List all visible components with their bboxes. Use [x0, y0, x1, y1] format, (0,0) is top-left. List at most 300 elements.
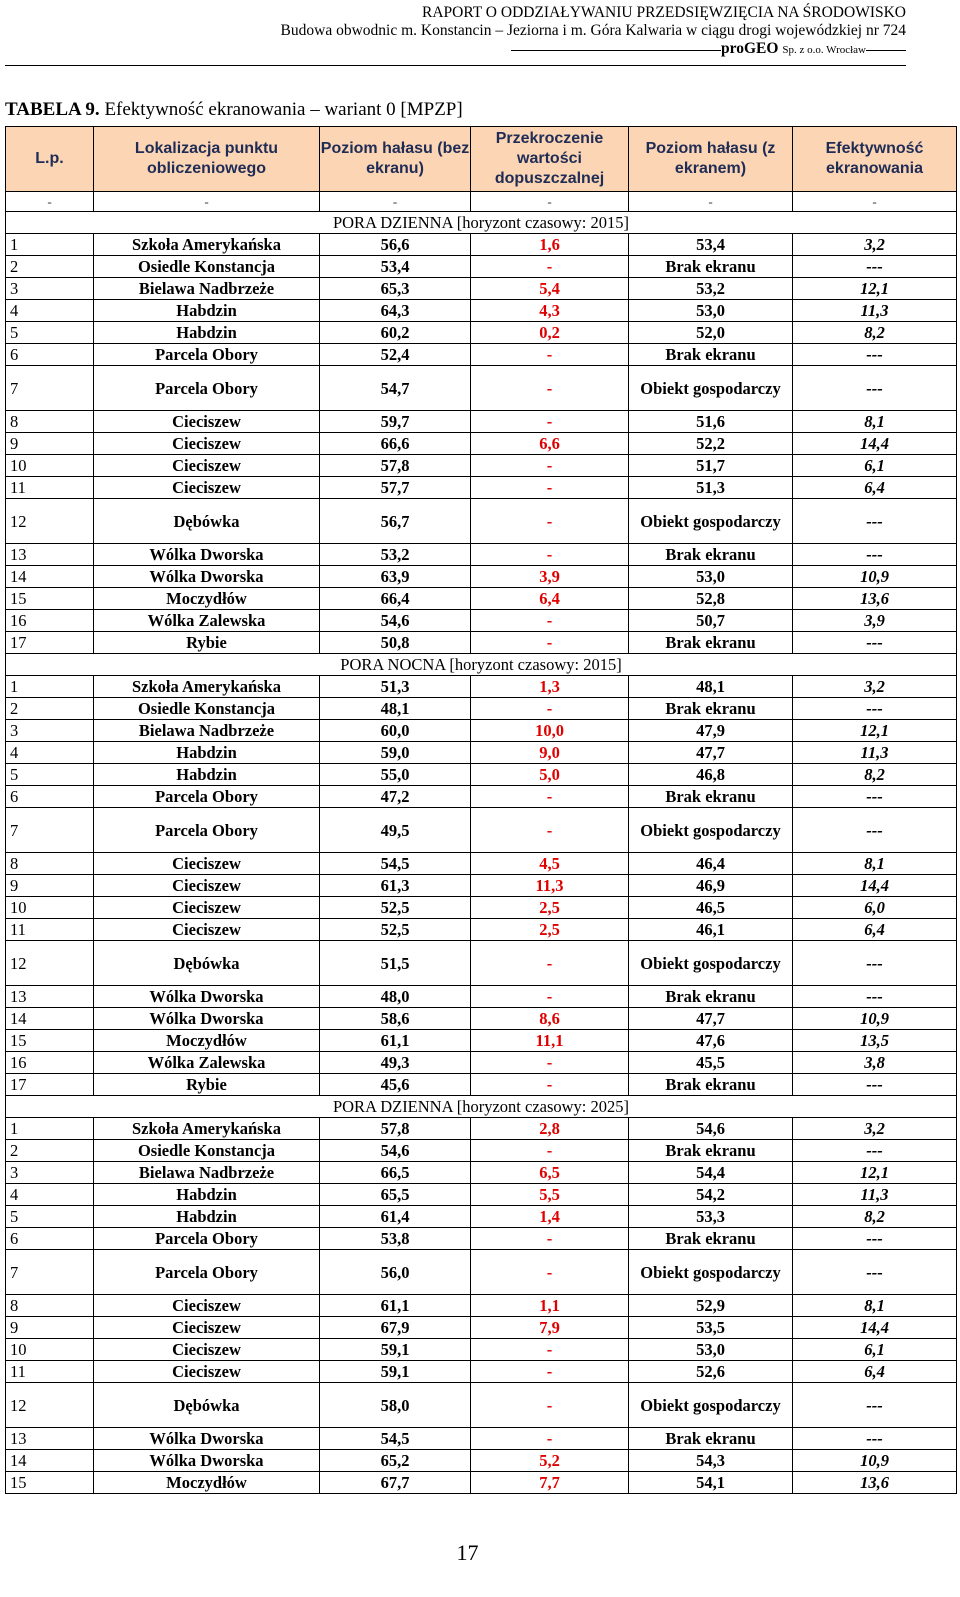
row-exceedance: -: [471, 941, 629, 986]
table-row: [6, 1228, 957, 1250]
row-exceedance: -: [471, 610, 629, 632]
row-noise-with-screen: 54,4: [629, 1162, 793, 1184]
row-noise-without-screen: 49,5: [320, 808, 471, 853]
header-divider: [5, 65, 906, 66]
row-efficiency: ---: [793, 808, 957, 853]
row-noise-with-screen: 52,0: [629, 322, 793, 344]
row-noise-with-screen: 46,8: [629, 764, 793, 786]
row-noise-with-screen: 53,0: [629, 566, 793, 588]
row-efficiency: 3,9: [793, 610, 957, 632]
row-noise-without-screen: 65,2: [320, 1450, 471, 1472]
row-location: Cieciszew: [94, 1295, 320, 1317]
table-row: [6, 941, 957, 986]
row-location: Wólka Dworska: [94, 566, 320, 588]
row-noise-without-screen: 61,1: [320, 1295, 471, 1317]
row-lp: 1: [6, 1118, 94, 1140]
row-exceedance: 5,2: [471, 1450, 629, 1472]
row-noise-without-screen: 66,5: [320, 1162, 471, 1184]
row-efficiency: ---: [793, 1250, 957, 1295]
row-lp: 3: [6, 278, 94, 300]
row-noise-with-screen: 51,3: [629, 477, 793, 499]
table-row: [6, 1450, 957, 1472]
col-lp: L.p.: [6, 127, 94, 192]
row-noise-without-screen: 61,1: [320, 1030, 471, 1052]
row-exceedance: -: [471, 1074, 629, 1096]
row-location: Cieciszew: [94, 853, 320, 875]
row-location: Wólka Dworska: [94, 1008, 320, 1030]
row-lp: 16: [6, 610, 94, 632]
col-noise-with-screen: Poziom hałasu (z ekranem): [629, 127, 793, 192]
row-noise-without-screen: 52,5: [320, 919, 471, 941]
row-location: Wólka Dworska: [94, 1428, 320, 1450]
row-noise-with-screen: Brak ekranu: [629, 256, 793, 278]
row-exceedance: 1,3: [471, 676, 629, 698]
table-row: [6, 477, 957, 499]
row-efficiency: 8,2: [793, 322, 957, 344]
row-location: Wólka Dworska: [94, 986, 320, 1008]
section-row: [6, 1096, 957, 1118]
row-efficiency: 12,1: [793, 1162, 957, 1184]
row-noise-with-screen: Brak ekranu: [629, 698, 793, 720]
row-exceedance: 2,8: [471, 1118, 629, 1140]
row-noise-without-screen: 47,2: [320, 786, 471, 808]
row-efficiency: ---: [793, 499, 957, 544]
row-noise-without-screen: 53,4: [320, 256, 471, 278]
efficiency-table: [5, 126, 957, 1494]
row-noise-with-screen: 46,4: [629, 853, 793, 875]
row-lp: 1: [6, 234, 94, 256]
table-row: [6, 1361, 957, 1383]
row-location: Wólka Zalewska: [94, 610, 320, 632]
document-header: [281, 4, 906, 59]
row-noise-with-screen: 53,0: [629, 300, 793, 322]
row-efficiency: ---: [793, 941, 957, 986]
row-efficiency: 6,4: [793, 1361, 957, 1383]
row-noise-without-screen: 52,4: [320, 344, 471, 366]
table-row: [6, 234, 957, 256]
table-row: [6, 1140, 957, 1162]
section-title: PORA DZIENNA [horyzont czasowy: 2015]: [6, 212, 957, 234]
table-row: [6, 411, 957, 433]
row-efficiency: 11,3: [793, 1184, 957, 1206]
table-body: [6, 192, 957, 1494]
row-lp: 8: [6, 1295, 94, 1317]
table-row: [6, 1295, 957, 1317]
row-lp: 3: [6, 720, 94, 742]
row-noise-without-screen: 67,7: [320, 1472, 471, 1494]
col-location: Lokalizacja punktu obliczeniowego: [94, 127, 320, 192]
row-location: Osiedle Konstancja: [94, 1140, 320, 1162]
row-efficiency: 14,4: [793, 433, 957, 455]
row-efficiency: 13,5: [793, 1030, 957, 1052]
row-lp: 11: [6, 919, 94, 941]
row-lp: 8: [6, 853, 94, 875]
row-lp: 13: [6, 986, 94, 1008]
dash-cell: -: [471, 192, 629, 212]
row-noise-with-screen: 54,2: [629, 1184, 793, 1206]
row-lp: 12: [6, 1383, 94, 1428]
row-lp: 2: [6, 698, 94, 720]
table-row: [6, 1184, 957, 1206]
row-efficiency: 8,2: [793, 1206, 957, 1228]
row-noise-without-screen: 66,6: [320, 433, 471, 455]
table-row: [6, 764, 957, 786]
row-noise-without-screen: 61,4: [320, 1206, 471, 1228]
row-noise-with-screen: 47,7: [629, 1008, 793, 1030]
row-location: Habdzin: [94, 322, 320, 344]
row-exceedance: -: [471, 499, 629, 544]
row-efficiency: ---: [793, 544, 957, 566]
row-noise-with-screen: 52,6: [629, 1361, 793, 1383]
row-location: Bielawa Nadbrzeże: [94, 720, 320, 742]
row-exceedance: 6,4: [471, 588, 629, 610]
row-location: Cieciszew: [94, 411, 320, 433]
row-efficiency: 14,4: [793, 875, 957, 897]
row-exceedance: 4,3: [471, 300, 629, 322]
table-row: [6, 1206, 957, 1228]
row-exceedance: -: [471, 808, 629, 853]
row-noise-without-screen: 50,8: [320, 632, 471, 654]
row-location: Moczydłów: [94, 1472, 320, 1494]
row-noise-with-screen: 52,9: [629, 1295, 793, 1317]
row-efficiency: 6,1: [793, 1339, 957, 1361]
row-noise-without-screen: 59,0: [320, 742, 471, 764]
row-noise-without-screen: 60,0: [320, 720, 471, 742]
row-lp: 4: [6, 742, 94, 764]
row-lp: 1: [6, 676, 94, 698]
row-location: Szkoła Amerykańska: [94, 676, 320, 698]
row-exceedance: -: [471, 1250, 629, 1295]
table-row: [6, 1383, 957, 1428]
table-row: [6, 544, 957, 566]
col-noise-without-screen: Poziom hałasu (bez ekranu): [320, 127, 471, 192]
table-row: [6, 455, 957, 477]
row-exceedance: 2,5: [471, 919, 629, 941]
row-location: Moczydłów: [94, 588, 320, 610]
row-location: Cieciszew: [94, 897, 320, 919]
row-noise-with-screen: 46,9: [629, 875, 793, 897]
row-location: Osiedle Konstancja: [94, 698, 320, 720]
row-noise-without-screen: 61,3: [320, 875, 471, 897]
row-efficiency: 11,3: [793, 300, 957, 322]
row-noise-without-screen: 54,7: [320, 366, 471, 411]
row-exceedance: -: [471, 344, 629, 366]
row-location: Dębówka: [94, 499, 320, 544]
row-efficiency: ---: [793, 1428, 957, 1450]
row-efficiency: 3,2: [793, 676, 957, 698]
row-efficiency: 6,1: [793, 455, 957, 477]
dash-cell: -: [94, 192, 320, 212]
table-header-row: [6, 127, 957, 192]
table-row: [6, 1030, 957, 1052]
row-lp: 10: [6, 455, 94, 477]
table-row: [6, 875, 957, 897]
row-lp: 11: [6, 477, 94, 499]
row-location: Cieciszew: [94, 1339, 320, 1361]
row-efficiency: 8,2: [793, 764, 957, 786]
report-title: RAPORT O ODDZIAŁYWANIU PRZEDSIĘWZIĘCIA NA ŚRODOWISKO: [421, 4, 906, 21]
row-noise-with-screen: 53,3: [629, 1206, 793, 1228]
row-noise-without-screen: 56,6: [320, 234, 471, 256]
row-exceedance: -: [471, 698, 629, 720]
row-lp: 7: [6, 366, 94, 411]
section-title: PORA DZIENNA [horyzont czasowy: 2025]: [6, 1096, 957, 1118]
row-efficiency: ---: [793, 632, 957, 654]
row-efficiency: 13,6: [793, 588, 957, 610]
row-noise-without-screen: 59,1: [320, 1339, 471, 1361]
row-efficiency: 8,1: [793, 1295, 957, 1317]
row-location: Cieciszew: [94, 919, 320, 941]
row-lp: 16: [6, 1052, 94, 1074]
table-row: [6, 344, 957, 366]
row-efficiency: 3,2: [793, 1118, 957, 1140]
section-title: PORA NOCNA [horyzont czasowy: 2015]: [6, 654, 957, 676]
row-lp: 9: [6, 875, 94, 897]
row-location: Cieciszew: [94, 875, 320, 897]
row-exceedance: 11,3: [471, 875, 629, 897]
row-lp: 17: [6, 1074, 94, 1096]
row-noise-without-screen: 58,0: [320, 1383, 471, 1428]
row-lp: 13: [6, 1428, 94, 1450]
table-row: [6, 1008, 957, 1030]
row-noise-with-screen: 52,8: [629, 588, 793, 610]
row-noise-without-screen: 59,1: [320, 1361, 471, 1383]
row-location: Habdzin: [94, 300, 320, 322]
row-exceedance: 3,9: [471, 566, 629, 588]
row-lp: 4: [6, 300, 94, 322]
row-exceedance: -: [471, 455, 629, 477]
row-location: Cieciszew: [94, 455, 320, 477]
dash-cell: -: [6, 192, 94, 212]
row-location: Parcela Obory: [94, 808, 320, 853]
row-efficiency: ---: [793, 698, 957, 720]
row-lp: 5: [6, 322, 94, 344]
table-row: [6, 1074, 957, 1096]
row-exceedance: -: [471, 1428, 629, 1450]
row-noise-without-screen: 56,7: [320, 499, 471, 544]
row-efficiency: 6,4: [793, 919, 957, 941]
project-title: Budowa obwodnic m. Konstancin – Jeziorna i m. Góra Kalwaria w ciągu drogi wojewódzkiej nr 724: [280, 22, 906, 39]
row-efficiency: 8,1: [793, 853, 957, 875]
row-exceedance: -: [471, 1383, 629, 1428]
row-exceedance: -: [471, 1361, 629, 1383]
row-exceedance: 7,7: [471, 1472, 629, 1494]
row-lp: 12: [6, 499, 94, 544]
row-location: Bielawa Nadbrzeże: [94, 278, 320, 300]
row-lp: 15: [6, 1030, 94, 1052]
table-row: [6, 256, 957, 278]
row-lp: 7: [6, 1250, 94, 1295]
row-efficiency: ---: [793, 986, 957, 1008]
row-location: Wólka Dworska: [94, 1450, 320, 1472]
row-efficiency: 14,4: [793, 1317, 957, 1339]
row-noise-with-screen: 51,7: [629, 455, 793, 477]
row-lp: 17: [6, 632, 94, 654]
row-lp: 14: [6, 566, 94, 588]
row-lp: 6: [6, 1228, 94, 1250]
row-location: Cieciszew: [94, 477, 320, 499]
row-location: Bielawa Nadbrzeże: [94, 1162, 320, 1184]
row-lp: 2: [6, 256, 94, 278]
table-row: [6, 897, 957, 919]
row-noise-with-screen: 53,2: [629, 278, 793, 300]
row-noise-with-screen: 45,5: [629, 1052, 793, 1074]
row-exceedance: -: [471, 366, 629, 411]
row-noise-without-screen: 58,6: [320, 1008, 471, 1030]
row-noise-without-screen: 53,2: [320, 544, 471, 566]
row-noise-with-screen: Brak ekranu: [629, 344, 793, 366]
table-row: [6, 499, 957, 544]
row-noise-without-screen: 54,5: [320, 1428, 471, 1450]
row-lp: 3: [6, 1162, 94, 1184]
row-lp: 12: [6, 941, 94, 986]
table-row: [6, 1472, 957, 1494]
row-noise-without-screen: 45,6: [320, 1074, 471, 1096]
row-noise-with-screen: 54,6: [629, 1118, 793, 1140]
table-row: [6, 676, 957, 698]
row-noise-with-screen: Brak ekranu: [629, 786, 793, 808]
row-location: Szkoła Amerykańska: [94, 1118, 320, 1140]
row-efficiency: ---: [793, 344, 957, 366]
row-exceedance: -: [471, 1228, 629, 1250]
row-noise-with-screen: 54,3: [629, 1450, 793, 1472]
row-location: Parcela Obory: [94, 366, 320, 411]
col-exceedance: Przekroczenie wartości dopuszczalnej: [471, 127, 629, 192]
row-efficiency: ---: [793, 786, 957, 808]
table-caption: [5, 99, 463, 121]
table-row: [6, 720, 957, 742]
row-location: Cieciszew: [94, 433, 320, 455]
company-line: [281, 40, 906, 59]
row-efficiency: 6,0: [793, 897, 957, 919]
table-row: [6, 1250, 957, 1295]
row-exceedance: 1,4: [471, 1206, 629, 1228]
row-exceedance: 4,5: [471, 853, 629, 875]
dash-cell: -: [320, 192, 471, 212]
row-noise-with-screen: Obiekt gospodarczy: [629, 499, 793, 544]
row-location: Parcela Obory: [94, 1250, 320, 1295]
row-exceedance: 1,6: [471, 234, 629, 256]
row-noise-with-screen: 48,1: [629, 676, 793, 698]
row-location: Rybie: [94, 1074, 320, 1096]
table-row: [6, 1162, 957, 1184]
section-row: [6, 212, 957, 234]
row-exceedance: 6,5: [471, 1162, 629, 1184]
row-noise-with-screen: 50,7: [629, 610, 793, 632]
row-location: Parcela Obory: [94, 1228, 320, 1250]
company-suffix: Sp. z o.o. Wrocław: [782, 44, 866, 56]
row-noise-without-screen: 57,8: [320, 455, 471, 477]
row-exceedance: -: [471, 632, 629, 654]
row-efficiency: 13,6: [793, 1472, 957, 1494]
header-rule-end: [866, 50, 906, 51]
row-location: Osiedle Konstancja: [94, 256, 320, 278]
table-row: [6, 919, 957, 941]
row-efficiency: 12,1: [793, 720, 957, 742]
table-row: [6, 1118, 957, 1140]
table-row: [6, 610, 957, 632]
row-exceedance: -: [471, 786, 629, 808]
caption-text: Efektywność ekranowania – wariant 0 [MPZP]: [99, 99, 463, 120]
page-number: 17: [456, 1540, 479, 1565]
table-row: [6, 1428, 957, 1450]
row-noise-without-screen: 48,1: [320, 698, 471, 720]
row-noise-with-screen: 46,1: [629, 919, 793, 941]
row-efficiency: 11,3: [793, 742, 957, 764]
row-noise-with-screen: Brak ekranu: [629, 1140, 793, 1162]
row-lp: 5: [6, 764, 94, 786]
table-row: [6, 1317, 957, 1339]
row-efficiency: 3,2: [793, 234, 957, 256]
row-noise-without-screen: 60,2: [320, 322, 471, 344]
row-exceedance: 8,6: [471, 1008, 629, 1030]
row-noise-without-screen: 64,3: [320, 300, 471, 322]
table-row: [6, 1339, 957, 1361]
table-row: [6, 433, 957, 455]
row-location: Wólka Dworska: [94, 544, 320, 566]
row-exceedance: 1,1: [471, 1295, 629, 1317]
table-row: [6, 1052, 957, 1074]
row-noise-without-screen: 52,5: [320, 897, 471, 919]
row-noise-without-screen: 67,9: [320, 1317, 471, 1339]
row-noise-without-screen: 55,0: [320, 764, 471, 786]
row-noise-with-screen: Obiekt gospodarczy: [629, 366, 793, 411]
table-row: [6, 566, 957, 588]
row-efficiency: ---: [793, 1228, 957, 1250]
row-exceedance: -: [471, 256, 629, 278]
dash-row: [6, 192, 957, 212]
row-location: Parcela Obory: [94, 344, 320, 366]
table-row: [6, 322, 957, 344]
col-efficiency: Efektywność ekranowania: [793, 127, 957, 192]
row-noise-without-screen: 66,4: [320, 588, 471, 610]
row-noise-with-screen: 53,0: [629, 1339, 793, 1361]
row-lp: 6: [6, 344, 94, 366]
row-lp: 7: [6, 808, 94, 853]
table-row: [6, 366, 957, 411]
row-location: Dębówka: [94, 1383, 320, 1428]
row-noise-with-screen: 47,6: [629, 1030, 793, 1052]
table-row: [6, 588, 957, 610]
row-location: Cieciszew: [94, 1317, 320, 1339]
table-row: [6, 853, 957, 875]
row-noise-with-screen: Obiekt gospodarczy: [629, 1250, 793, 1295]
row-noise-without-screen: 54,5: [320, 853, 471, 875]
row-noise-with-screen: Brak ekranu: [629, 986, 793, 1008]
row-noise-without-screen: 57,7: [320, 477, 471, 499]
row-noise-with-screen: Obiekt gospodarczy: [629, 941, 793, 986]
row-noise-with-screen: Brak ekranu: [629, 1428, 793, 1450]
row-lp: 6: [6, 786, 94, 808]
row-efficiency: 6,4: [793, 477, 957, 499]
row-lp: 9: [6, 1317, 94, 1339]
row-noise-without-screen: 48,0: [320, 986, 471, 1008]
dash-cell: -: [793, 192, 957, 212]
row-noise-with-screen: 51,6: [629, 411, 793, 433]
row-location: Habdzin: [94, 1206, 320, 1228]
row-lp: 14: [6, 1008, 94, 1030]
row-lp: 10: [6, 1339, 94, 1361]
row-exceedance: 7,9: [471, 1317, 629, 1339]
row-noise-with-screen: 53,5: [629, 1317, 793, 1339]
row-location: Habdzin: [94, 742, 320, 764]
row-noise-with-screen: Brak ekranu: [629, 632, 793, 654]
row-location: Wólka Zalewska: [94, 1052, 320, 1074]
table-row: [6, 742, 957, 764]
row-exceedance: 5,5: [471, 1184, 629, 1206]
row-lp: 15: [6, 1472, 94, 1494]
row-lp: 10: [6, 897, 94, 919]
